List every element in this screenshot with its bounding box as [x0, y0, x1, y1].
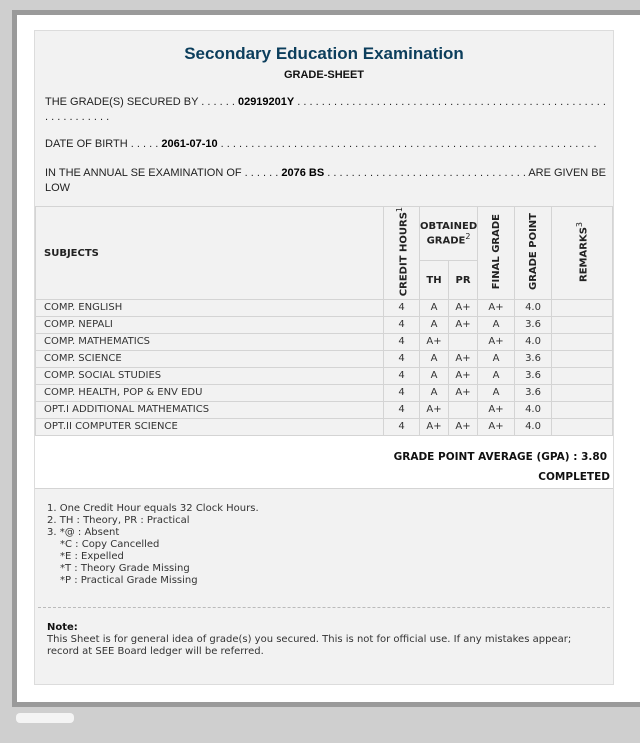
final-grade-cell: A+ — [478, 402, 515, 419]
secured-by-line — [35, 95, 613, 125]
final-grade-cell: A+ — [478, 300, 515, 317]
credit-cell: 4 — [384, 385, 420, 402]
header-credit-hours — [384, 207, 420, 300]
print-button[interactable] — [16, 713, 74, 723]
table-row — [36, 402, 613, 419]
footnote: *T : Theory Grade Missing — [60, 563, 190, 575]
dots: . . . . . . . . . . . . . . . . . . . . . . . . . . . . . . . . . . . . . . . . . . . . . . . . . . . . . . . . . . . . . . — [217, 138, 597, 150]
remarks-cell — [552, 334, 613, 351]
subject-cell: OPT.II COMPUTER SCIENCE — [36, 419, 384, 436]
credit-cell: 4 — [384, 317, 420, 334]
remarks-cell — [552, 351, 613, 368]
table-row — [36, 385, 613, 402]
note-text: This Sheet is for general idea of grade(s) you secured. This is not for official use. If any mistakes appear; record at SEE Board ledger will be referred. — [47, 634, 572, 658]
status-text: COMPLETED — [538, 471, 610, 484]
table-row — [36, 334, 613, 351]
symbol-number: 02919201Y — [237, 96, 295, 108]
table-row — [36, 300, 613, 317]
subject-cell: COMP. SCIENCE — [36, 351, 384, 368]
note-section — [35, 608, 613, 684]
credit-cell: 4 — [384, 419, 420, 436]
grade-sheet — [34, 30, 614, 685]
page-title: Secondary Education Examination — [184, 44, 464, 63]
remarks-cell — [552, 300, 613, 317]
credit-cell: 4 — [384, 368, 420, 385]
grade-point-cell: 3.6 — [515, 368, 552, 385]
grades-table — [35, 206, 613, 436]
final-grade-cell: A — [478, 385, 515, 402]
pr-grade-cell: A+ — [449, 368, 478, 385]
subject-cell: COMP. HEALTH, POP & ENV EDU — [36, 385, 384, 402]
th-grade-cell: A — [420, 351, 449, 368]
remarks-cell — [552, 368, 613, 385]
header-remarks — [552, 207, 613, 300]
label: CREDIT HOURS — [398, 212, 410, 297]
remarks-cell — [552, 317, 613, 334]
footnote: 3. *@ : Absent — [47, 527, 120, 539]
label: GRADE POINT — [527, 213, 539, 291]
th-grade-cell: A+ — [420, 334, 449, 351]
pr-grade-cell: A+ — [449, 300, 478, 317]
credit-cell: 4 — [384, 300, 420, 317]
dob-label: DATE OF BIRTH . . . . . — [45, 138, 159, 150]
header-grade-point — [515, 207, 552, 300]
th-grade-cell: A+ — [420, 402, 449, 419]
page-subtitle: GRADE-SHEET — [283, 69, 365, 81]
secured-by-label: THE GRADE(S) SECURED BY . . . . . . — [45, 96, 235, 108]
footnote: 1. One Credit Hour equals 32 Clock Hours. — [47, 503, 259, 515]
final-grade-cell: A+ — [478, 419, 515, 436]
final-grade-cell: A — [478, 317, 515, 334]
date-of-birth: 2061-07-10 — [161, 138, 218, 150]
footnote: *C : Copy Cancelled — [60, 539, 160, 551]
grade-point-cell: 4.0 — [515, 334, 552, 351]
footnote: *E : Expelled — [60, 551, 124, 563]
gpa-value: GRADE POINT AVERAGE (GPA) : 3.80 — [393, 451, 607, 464]
table-row — [36, 351, 613, 368]
th-grade-cell: A — [420, 300, 449, 317]
grade-point-cell: 3.6 — [515, 351, 552, 368]
grade-sheet-frame — [12, 10, 640, 707]
final-grade-cell: A+ — [478, 334, 515, 351]
remarks-cell — [552, 402, 613, 419]
grade-point-cell: 4.0 — [515, 300, 552, 317]
pr-grade-cell — [449, 334, 478, 351]
th-grade-cell: A — [420, 385, 449, 402]
remarks-cell — [552, 385, 613, 402]
pr-grade-cell: A+ — [449, 351, 478, 368]
pr-grade-cell — [449, 402, 478, 419]
exam-suffix: . . . . . . . . . . . . . . . . . . . . . . . . . . . . . . . . . ARE GIVEN BELOW — [45, 167, 606, 194]
credit-cell: 4 — [384, 402, 420, 419]
exam-line — [35, 166, 613, 196]
footnote-ref: 3 — [575, 221, 585, 227]
gpa-section — [35, 436, 613, 489]
subject-cell: OPT.I ADDITIONAL MATHEMATICS — [36, 402, 384, 419]
label: FINAL GRADE — [490, 213, 502, 290]
pr-grade-cell: A+ — [449, 419, 478, 436]
final-grade-cell: A — [478, 351, 515, 368]
footnote-ref: 2 — [465, 232, 471, 242]
label: OBTAINED GRADE — [420, 221, 478, 247]
table-row — [36, 317, 613, 334]
table-row — [36, 419, 613, 436]
grade-point-cell: 3.6 — [515, 317, 552, 334]
grade-point-cell: 4.0 — [515, 419, 552, 436]
header-obtained-grade — [420, 207, 478, 261]
remarks-cell — [552, 419, 613, 436]
final-grade-cell: A — [478, 368, 515, 385]
header-subjects: SUBJECTS — [36, 207, 384, 300]
credit-cell: 4 — [384, 334, 420, 351]
credit-cell: 4 — [384, 351, 420, 368]
exam-year: 2076 BS — [281, 167, 325, 179]
dots: . . . . . . . . . . . . . . . . . . . . . . . . . . . . . . . . . . . . . . . . . . . . . . . . . . . . . . . . . . . . . . — [45, 96, 606, 123]
pr-grade-cell: A+ — [449, 317, 478, 334]
table-row — [36, 368, 613, 385]
subject-cell: COMP. MATHEMATICS — [36, 334, 384, 351]
footnote: 2. TH : Theory, PR : Practical — [47, 515, 190, 527]
note-label: Note: — [47, 622, 78, 634]
grade-point-cell: 4.0 — [515, 402, 552, 419]
footnote-ref: 1 — [394, 207, 404, 213]
th-grade-cell: A — [420, 317, 449, 334]
pr-grade-cell: A+ — [449, 385, 478, 402]
label: REMARKS — [578, 226, 590, 282]
subject-cell: COMP. NEPALI — [36, 317, 384, 334]
header-th: TH — [420, 261, 449, 300]
exam-label: IN THE ANNUAL SE EXAMINATION OF . . . . . . — [45, 167, 279, 179]
dob-line — [35, 137, 613, 152]
header-pr: PR — [449, 261, 478, 300]
grade-point-cell: 3.6 — [515, 385, 552, 402]
th-grade-cell: A — [420, 368, 449, 385]
th-grade-cell: A+ — [420, 419, 449, 436]
subject-cell: COMP. ENGLISH — [36, 300, 384, 317]
subject-cell: COMP. SOCIAL STUDIES — [36, 368, 384, 385]
footnote: *P : Practical Grade Missing — [60, 575, 198, 587]
footnotes — [35, 489, 613, 607]
header-final-grade — [478, 207, 515, 300]
